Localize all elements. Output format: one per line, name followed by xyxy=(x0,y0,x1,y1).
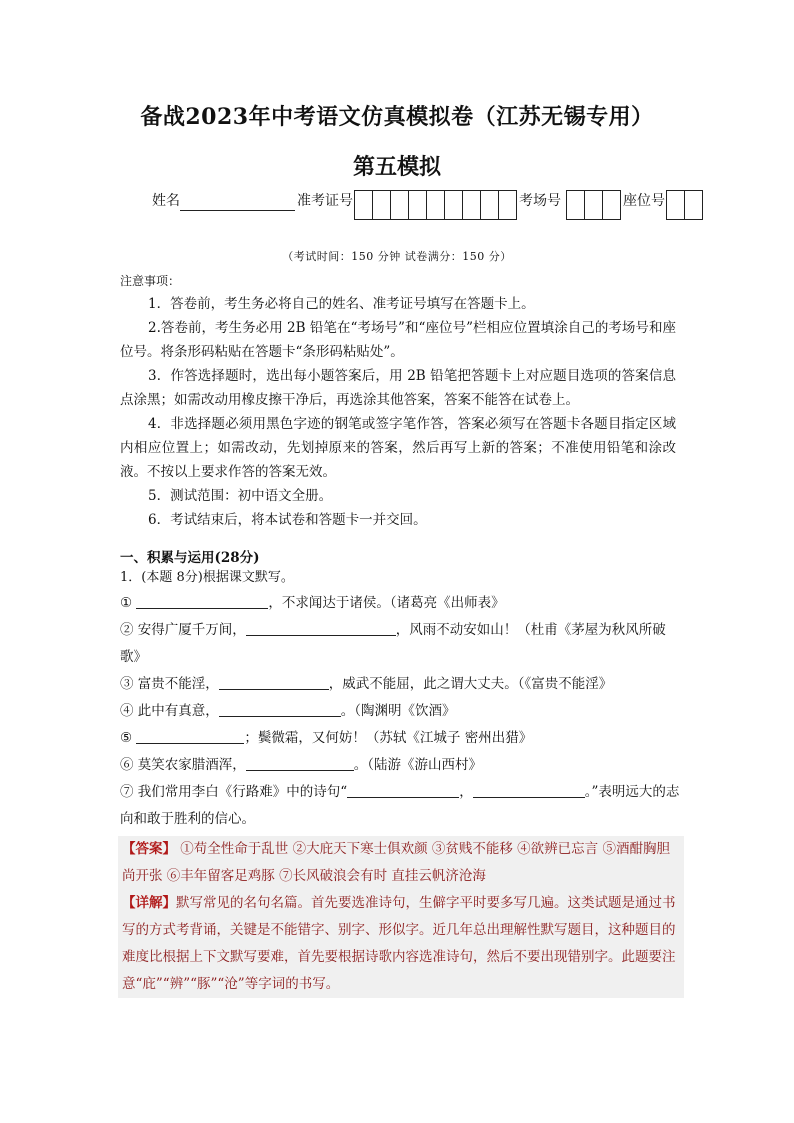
exam-no-label: 准考证号 xyxy=(297,193,353,209)
item-text: 莫笑农家腊酒浑， xyxy=(133,757,246,773)
item-text: 。”表明远大的志向和敢于胜利的信心。 xyxy=(120,784,680,827)
digit-box[interactable] xyxy=(498,190,517,220)
notes-title: 注意事项： xyxy=(120,274,181,288)
detail-text: 默写常见的名句名篇。首先要选准诗句，生僻字平时要多写几遍。这类试题是通过书写的方式考背诵，关键是不能错字、别字、形似字。近几年总出理解性默写题目，这种题目的难度比根据上下文默写要难，首先要根据诗歌内容选准诗句，然后不要出现错别字。此题要注意“庇”“辨”“豚”“沧”等字词的书写。 xyxy=(122,895,676,992)
note-item: 4．非选择题必须用黑色字迹的钢笔或签字笔作答，答案必须写在答题卡各题目指定区域内相应位置上；如需改动，先划掉原来的答案，然后再写上新的答案；不准使用铅笔和涂改液。不按以上要求作答的答案无效。 xyxy=(120,416,676,480)
room-label: 考场号 xyxy=(519,193,561,209)
item-text: ， xyxy=(459,784,473,800)
name-label: 姓名 xyxy=(152,193,180,209)
page-title: 备战2023年中考语文仿真模拟卷（江苏无锡专用） xyxy=(140,104,654,130)
item-number: ④ xyxy=(120,703,134,719)
answer-text: ①苟全性命于乱世 ②大庇天下寒士俱欢颜 ③贫贱不能移 ④欲辨已忘言 ⑤酒酣胸胆尚开张 ⑥丰年留客足鸡豚 ⑦长风破浪会有时 直挂云帆济沧海 xyxy=(122,841,670,884)
dictation-item xyxy=(120,752,680,779)
item-number: ⑥ xyxy=(120,757,134,773)
page-subtitle: 第五模拟 xyxy=(352,154,441,180)
answer-line xyxy=(122,836,680,890)
digit-box[interactable] xyxy=(408,190,427,220)
answer-blank[interactable] xyxy=(136,590,268,609)
item-text: 富贵不能淫， xyxy=(133,676,219,692)
item-text: 。（陶渊明《饮酒》 xyxy=(340,703,456,719)
note-item: 6．考试结束后，将本试卷和答题卡一并交回。 xyxy=(148,512,427,528)
answer-blank[interactable] xyxy=(347,779,459,798)
dictation-item xyxy=(120,590,680,617)
item-number: ① xyxy=(120,595,133,611)
name-blank[interactable] xyxy=(180,190,295,211)
dictation-item xyxy=(120,617,680,671)
exam-info: （考试时间：150 分钟 试卷满分：150 分） xyxy=(282,250,512,263)
digit-box[interactable] xyxy=(354,190,373,220)
dictation-item xyxy=(120,671,680,698)
item-text: ，威武不能屈，此之谓大丈夫。（《富贵不能淫》 xyxy=(328,676,613,692)
notes-list xyxy=(120,292,676,532)
digit-box[interactable] xyxy=(566,190,585,220)
item-text: ，不求闻达于诸侯。（诸葛亮《出师表》 xyxy=(268,595,505,611)
answer-blank[interactable] xyxy=(246,752,354,771)
dictation-item xyxy=(120,698,680,725)
item-text: 。（陆游《游山西村》 xyxy=(353,757,483,773)
detail-line xyxy=(122,890,680,998)
digit-box[interactable] xyxy=(480,190,499,220)
candidate-id-row xyxy=(152,190,705,222)
answer-blank[interactable] xyxy=(246,617,396,636)
seat-label: 座位号 xyxy=(623,193,665,209)
digit-box[interactable] xyxy=(462,190,481,220)
item-number: ② xyxy=(120,622,134,638)
exam-no-boxes[interactable] xyxy=(355,190,517,220)
item-text: ，风雨不动安如山！（杜甫《茅屋为秋风所破歌》 xyxy=(120,622,666,665)
answer-blank[interactable] xyxy=(473,779,585,798)
answer-blank[interactable] xyxy=(136,725,244,744)
item-text: 安得广厦千万间， xyxy=(133,622,246,638)
room-boxes[interactable] xyxy=(567,190,621,220)
digit-box[interactable] xyxy=(372,190,391,220)
note-item: 5．测试范围：初中语文全册。 xyxy=(148,488,333,504)
dictation-items xyxy=(120,590,680,833)
digit-box[interactable] xyxy=(584,190,603,220)
digit-box[interactable] xyxy=(602,190,621,220)
item-number: ③ xyxy=(120,676,134,692)
digit-box[interactable] xyxy=(666,190,685,220)
dictation-item xyxy=(120,779,680,833)
digit-box[interactable] xyxy=(390,190,409,220)
note-item: 2.答卷前，考生务必用 2B 铅笔在“考场号”和“座位号”栏相应位置填涂自己的考场号和座位号。将条形码粘贴在答题卡“条形码粘贴处”。 xyxy=(120,320,676,360)
answer-box xyxy=(118,836,684,998)
digit-box[interactable] xyxy=(684,190,703,220)
section-heading: 一、积累与运用(28分) xyxy=(120,550,260,566)
note-item: 1．答卷前，考生务必将自己的姓名、准考证号填写在答题卡上。 xyxy=(148,296,535,312)
digit-box[interactable] xyxy=(426,190,445,220)
answer-blank[interactable] xyxy=(219,671,329,690)
answer-tag: 【答案】 xyxy=(122,841,176,857)
note-item: 3．作答选择题时，选出每小题答案后，用 2B 铅笔把答题卡上对应题目选项的答案信息点涂黑；如需改动用橡皮擦干净后，再选涂其他答案，答案不能答在试卷上。 xyxy=(120,368,676,408)
question-intro: 1．(本题 8分)根据课文默写。 xyxy=(120,570,294,585)
item-number: ⑤ xyxy=(120,730,133,746)
dictation-item xyxy=(120,725,680,752)
item-text: 我们常用李白《行路难》中的诗句“ xyxy=(133,784,348,800)
answer-blank[interactable] xyxy=(219,698,341,717)
item-number: ⑦ xyxy=(120,784,134,800)
item-text: ；鬓微霜，又何妨！（苏轼《江城子 密州出猎》 xyxy=(244,730,533,746)
item-text: 此中有真意， xyxy=(133,703,219,719)
detail-tag: 【详解】 xyxy=(122,895,176,911)
digit-box[interactable] xyxy=(444,190,463,220)
seat-boxes[interactable] xyxy=(667,190,703,220)
